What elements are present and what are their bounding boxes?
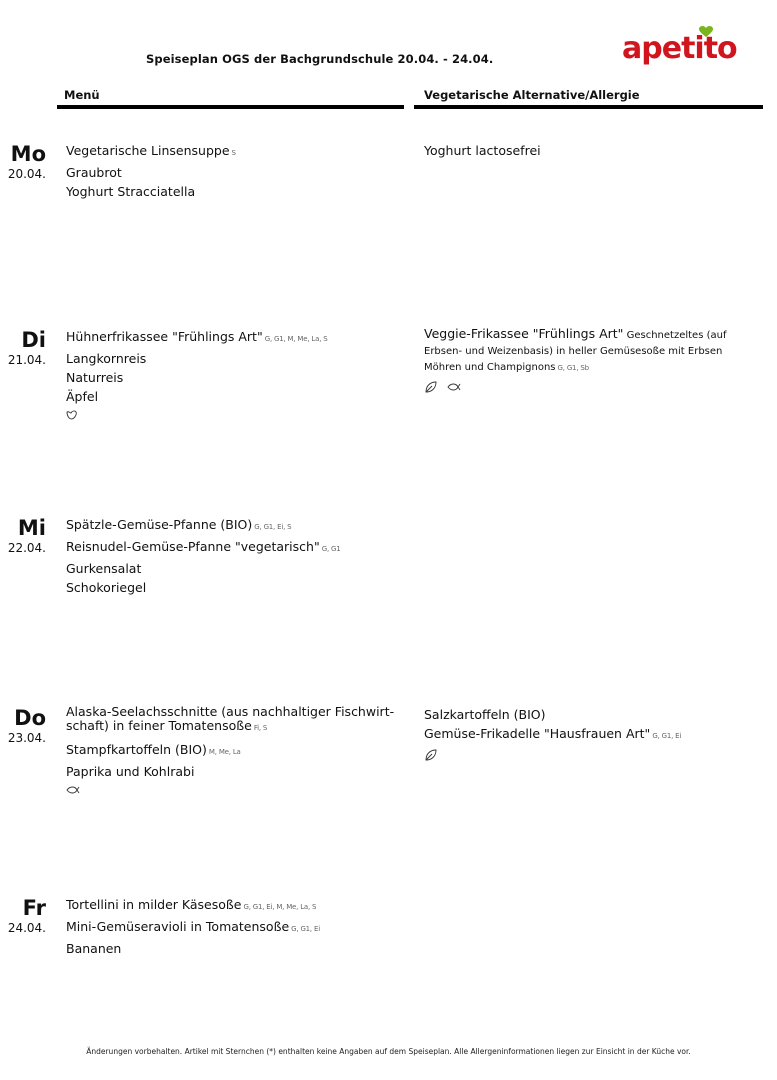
menu-item [66,163,396,182]
menu-item [424,705,744,724]
footer-note: Änderungen vorbehalten. Artikel mit Sternchen (*) enthalten keine Angaben auf dem Speiseplan. Alle Allergeninformationen liegen zur Einsicht in der Küche vor. [86,1047,691,1056]
day-name: Mi [17,516,46,540]
menu-list [66,327,396,422]
menu-item-text: Stampfkartoffeln (BIO) [66,742,207,757]
menu-item [66,939,396,958]
food-icons [66,783,396,797]
menu-item-text: Graubrot [66,165,122,180]
fish-icon [447,383,461,391]
menu-item-text: Yoghurt lactosefrei [424,143,541,158]
menu-item-text: Reisnudel-Gemüse-Pfanne "vegetarisch" [66,539,320,554]
menu-item-text: Salzkartoffeln (BIO) [424,707,546,722]
day-name: Fr [22,896,46,920]
menu-item [66,762,396,781]
menu-item [424,141,744,160]
day-name: Di [21,328,46,352]
menu-item [66,705,396,735]
menu-item-text: Gurkensalat [66,561,142,576]
leaf-icon [424,749,437,761]
allergen-codes: G, G1, Sb [555,364,589,372]
food-icons [66,408,396,422]
apetito-logo: apetito [622,31,737,66]
menu-item-description: Geschnetzeltes (auf Erbsen- und Weizenbasis) in heller Gemüsesoße mit Erbsen Möhren und Champignons [424,330,727,373]
menu-item-text: Bananen [66,941,122,956]
allergen-codes: G, G1, Ei, S [252,523,292,531]
day-label [0,328,46,368]
menu-item-text: Alaska-Seelachsschnitte (aus nachhaltiger Fischwirt-schaft) in feiner Tomatensoße [66,704,395,733]
menu-item-text: Tortellini in milder Käsesoße [66,897,242,912]
menu-item-text: Äpfel [66,389,99,404]
menu-item [66,740,396,762]
menu-item-text: Langkornreis [66,351,147,366]
day-date: 24.04. [7,921,46,935]
menu-item [66,327,396,349]
column-rule-menu [57,105,404,109]
menu-item [66,182,396,201]
menu-item [66,515,396,537]
day-name: Do [14,706,46,730]
food-icons [424,380,744,394]
day-label [0,142,46,182]
page-title: Speiseplan OGS der Bachgrundschule 20.04. - 24.04. [146,52,494,66]
menu-item-text: Veggie-Frikassee "Frühlings Art" [424,326,624,341]
day-label [0,706,46,746]
menu-item [66,578,396,597]
menu-item-text: Schokoriegel [66,580,147,595]
menu-item-text: Vegetarische Linsensuppe [66,143,230,158]
allergen-codes: G, G1, M, Me, La, S [262,335,328,343]
column-header-alternative: Vegetarische Alternative/Allergie [424,88,640,102]
menu-item-text: Gemüse-Frikadelle "Hausfrauen Art" [424,726,651,741]
menu-item-text: Yoghurt Stracciatella [66,184,196,199]
menu-list [66,141,396,201]
chicken-icon [66,409,78,421]
alternative-list [424,141,744,160]
menu-item [424,327,744,375]
menu-item [66,349,396,368]
day-name: Mo [10,142,46,166]
day-label [0,896,46,936]
leaf-icon [424,381,437,393]
food-icons [424,748,744,762]
menu-list [66,515,396,597]
menu-item-text: Naturreis [66,370,124,385]
menu-item-text: Mini-Gemüseravioli in Tomatensoße [66,919,290,934]
menu-list [66,895,396,958]
menu-item [66,368,396,387]
day-date: 22.04. [7,541,46,555]
allergen-codes: G, G1, Ei, M, Me, La, S [241,903,317,911]
menu-item-text: Hühnerfrikassee "Frühlings Art" [66,329,263,344]
allergen-codes: M, Me, La [206,748,241,756]
menu-item-text: Spätzle-Gemüse-Pfanne (BIO) [66,517,253,532]
menu-item-text: Paprika und Kohlrabi [66,764,195,779]
menu-item [424,724,744,746]
menu-list [66,705,396,797]
menu-item [66,537,396,559]
menu-item [66,387,396,406]
day-label [0,516,46,556]
menu-item [66,141,396,163]
allergen-codes: G, G1 [319,545,341,553]
menu-item [66,895,396,917]
allergen-codes: G, G1, Ei [650,732,682,740]
day-date: 21.04. [7,353,46,367]
allergen-codes: Fi, S [251,724,268,732]
day-date: 20.04. [7,167,46,181]
menu-item [66,559,396,578]
column-header-menu: Menü [64,88,100,102]
menu-item [66,917,396,939]
allergen-codes: S [229,149,236,157]
alternative-list [424,327,744,394]
allergen-codes: G, G1, Ei [289,925,320,933]
fish-icon [66,786,80,794]
day-date: 23.04. [7,731,46,745]
column-rule-alternative [414,105,763,109]
alternative-list [424,705,744,762]
